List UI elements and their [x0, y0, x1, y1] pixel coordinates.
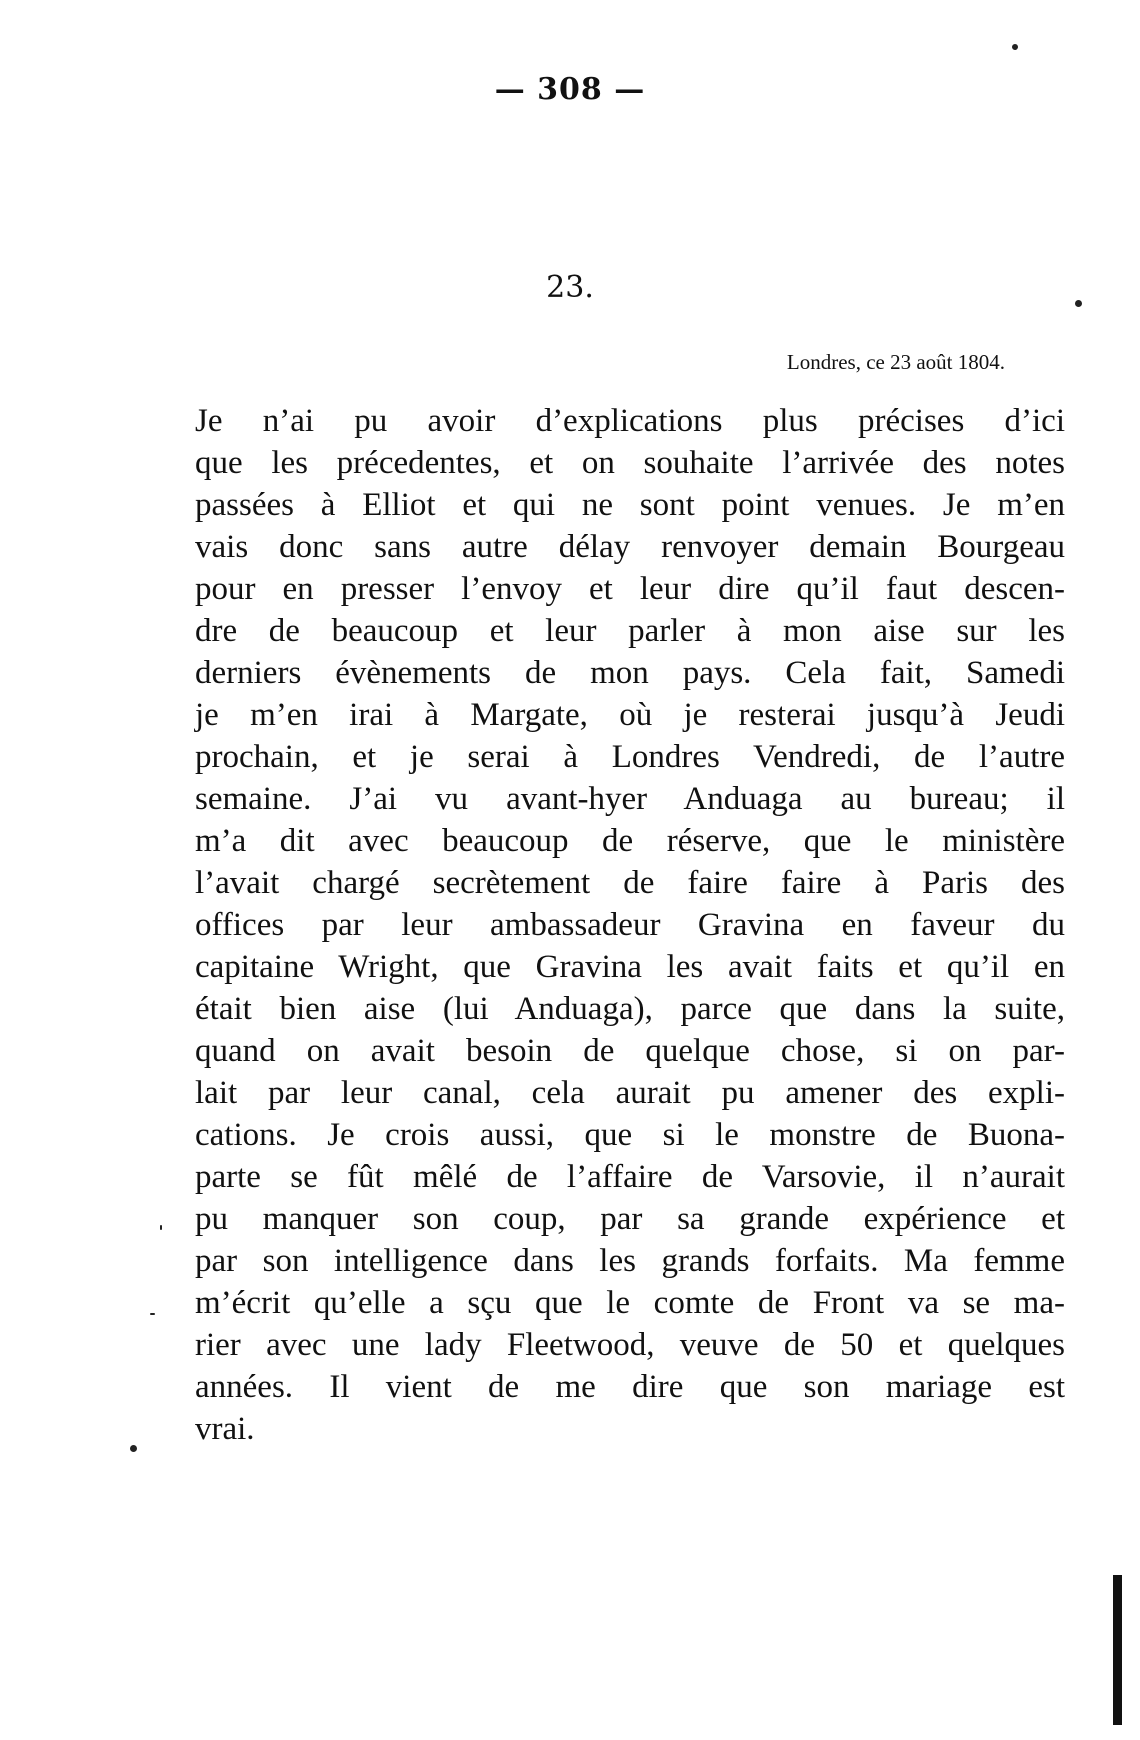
body-line: parte se fût mêlé de l’affaire de Varsovie, il n’aurait	[195, 1159, 1065, 1195]
body-line: prochain, et je serai à Londres Vendredi, de l’autre	[195, 739, 1065, 775]
body-line: vais donc sans autre délay renvoyer demain Bourgeau	[195, 529, 1065, 565]
body-line: lait par leur canal, cela aurait pu amener des expli-	[195, 1075, 1065, 1111]
scan-edge-mark	[1113, 1575, 1122, 1725]
body-line: capitaine Wright, que Gravina les avait faits et qu’il en	[195, 949, 1065, 985]
body-line: que les précedentes, et on souhaite l’arrivée des notes	[195, 445, 1065, 481]
body-line: cations. Je crois aussi, que si le monstre de Buona-	[195, 1117, 1065, 1153]
body-line: quand on avait besoin de quelque chose, si on par-	[195, 1033, 1065, 1069]
scan-speck	[150, 1313, 155, 1315]
body-line: rier avec une lady Fleetwood, veuve de 50 et quelques	[195, 1327, 1065, 1363]
page-number: — 308 —	[494, 72, 646, 107]
body-line: pu manquer son coup, par sa grande expérience et	[195, 1201, 1065, 1237]
body-line: Je n’ai pu avoir d’explications plus précises d’ici	[195, 403, 1065, 439]
body-line: dre de beaucoup et leur parler à mon aise sur les	[195, 613, 1065, 649]
body-line: l’avait chargé secrètement de faire faire à Paris des	[195, 865, 1065, 901]
body-line: était bien aise (lui Anduaga), parce que dans la suite,	[195, 991, 1065, 1027]
scan-speck	[160, 1225, 162, 1230]
body-line: offices par leur ambassadeur Gravina en faveur du	[195, 907, 1065, 943]
body-line: années. Il vient de me dire que son mariage est	[195, 1369, 1065, 1405]
body-line: par son intelligence dans les grands forfaits. Ma femme	[195, 1243, 1065, 1279]
body-line: derniers évènements de mon pays. Cela fait, Samedi	[195, 655, 1065, 691]
dateline: Londres, ce 23 août 1804.	[786, 350, 1005, 374]
letter-number: 23.	[546, 270, 594, 305]
body-line: je m’en irai à Margate, où je resterai jusqu’à Jeudi	[195, 697, 1065, 733]
scan-speck	[130, 1445, 137, 1452]
letter-body	[195, 400, 1065, 1450]
scan-speck	[1012, 44, 1018, 50]
body-line: vrai.	[195, 1411, 255, 1447]
body-line: pour en presser l’envoy et leur dire qu’il faut descen-	[195, 571, 1065, 607]
body-line: semaine. J’ai vu avant-hyer Anduaga au bureau; il	[195, 781, 1065, 817]
body-line: m’écrit qu’elle a sçu que le comte de Front va se ma-	[195, 1285, 1065, 1321]
body-line: passées à Elliot et qui ne sont point venues. Je m’en	[195, 487, 1065, 523]
body-line: m’a dit avec beaucoup de réserve, que le ministère	[195, 823, 1065, 859]
scan-speck	[1075, 300, 1082, 307]
